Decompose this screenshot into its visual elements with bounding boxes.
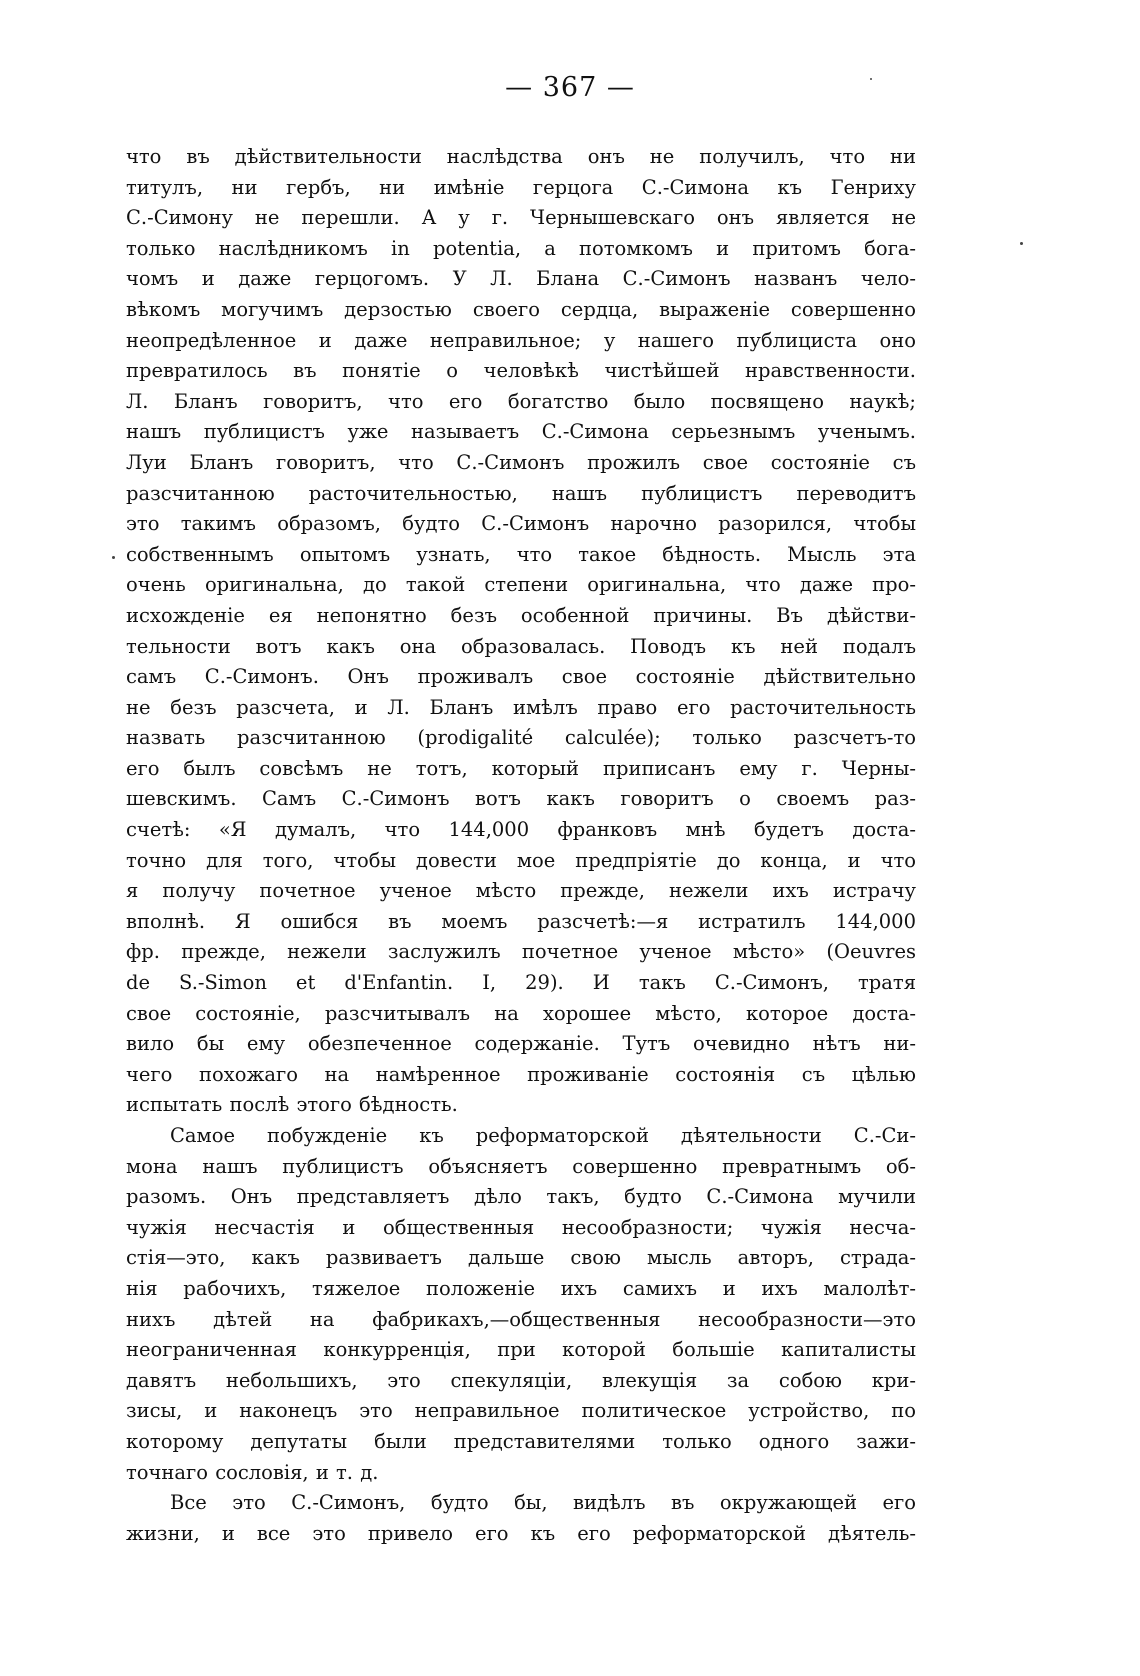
text-line: собственнымъ опытомъ узнать, что такое бѣдность. Мысль эта [126, 542, 916, 566]
text-line: свое состояніе, разсчитывалъ на хорошее мѣсто, которое доста- [126, 1001, 916, 1025]
page-number: — 367 — [505, 72, 635, 103]
scan-speck [112, 556, 115, 559]
scan-speck [870, 78, 872, 80]
text-line: фр. прежде, нежели заслужилъ почетное ученое мѣсто» (Oeuvres [126, 940, 916, 964]
text-line: счетѣ: «Я думалъ, что 144,000 франковъ мнѣ будетъ доста- [126, 818, 916, 842]
text-line: это такимъ образомъ, будто С.-Симонъ нарочно разорился, чтобы [126, 512, 916, 536]
text-line: очень оригинальна, до такой степени оригинальна, что даже про- [126, 573, 916, 597]
text-line: Самое побужденіе къ реформаторской дѣятельности С.-Си- [170, 1124, 916, 1147]
text-line: чего похожаго на намѣренное проживаніе состоянія съ цѣлью [126, 1062, 916, 1086]
text-line: не безъ разсчета, и Л. Бланъ имѣлъ право его расточительность [126, 695, 916, 719]
text-line: стія—это, какъ развиваетъ дальше свою мысль авторъ, страда- [126, 1246, 916, 1270]
text-line: шевскимъ. Самъ С.-Симонъ вотъ какъ говоритъ о своемъ раз- [126, 787, 916, 811]
text-line: неопредѣленное и даже неправильное; у нашего публициста оно [126, 328, 916, 352]
text-line: нихъ дѣтей на фабрикахъ,—общественныя несообразности—это [126, 1307, 916, 1331]
text-line: только наслѣдникомъ in potentia, а потомкомъ и притомъ бога- [126, 236, 916, 260]
text-line: исхожденіе ея непонятно безъ особенной причины. Въ дѣйстви- [126, 603, 916, 627]
text-line: тельности вотъ какъ она образовалась. Поводъ къ ней подалъ [126, 634, 916, 658]
scan-speck [1020, 242, 1023, 245]
text-line: точнаго сословія, и т. д. [126, 1460, 379, 1484]
text-line: вѣкомъ могучимъ дерзостью своего сердца, выраженіе совершенно [126, 297, 916, 321]
text-line: назвать разсчитанною (prodigalité calculée); только разсчетъ-то [126, 726, 916, 750]
text-line: которому депутаты были представителями только одного зажи- [126, 1429, 916, 1453]
text-line: вило бы ему обезпеченное содержаніе. Тутъ очевидно нѣтъ ни- [126, 1032, 916, 1056]
text-line: зисы, и наконецъ это неправильное политическое устройство, по [126, 1399, 916, 1423]
text-line: нія рабочихъ, тяжелое положеніе ихъ самихъ и ихъ малолѣт- [126, 1276, 916, 1300]
text-line: самъ С.-Симонъ. Онъ проживалъ свое состояніе дѣйствительно [126, 665, 916, 689]
text-line: разсчитанною расточительностью, нашъ публицистъ переводитъ [126, 481, 916, 505]
text-line: жизни, и все это привело его къ его реформаторской дѣятель- [126, 1521, 916, 1545]
text-line: давятъ небольшихъ, это спекуляціи, влекущія за собою кри- [126, 1368, 916, 1392]
text-line: С.-Симону не перешли. А у г. Чернышевскаго онъ является не [126, 206, 916, 230]
text-line: испытать послѣ этого бѣдность. [126, 1093, 458, 1117]
text-line: что въ дѣйствительности наслѣдства онъ не получилъ, что ни [126, 145, 916, 168]
body-text [126, 142, 916, 1549]
text-line: вполнѣ. Я ошибся въ моемъ разсчетѣ:—я истратилъ 144,000 [126, 909, 916, 933]
text-line: нашъ публицистъ уже называетъ С.-Симона серьезнымъ ученымъ. [126, 420, 916, 444]
text-line: его былъ совсѣмъ не тотъ, который приписанъ ему г. Черны- [126, 756, 916, 780]
text-line: Луи Бланъ говоритъ, что С.-Симонъ прожилъ свое состояніе съ [126, 450, 916, 474]
text-line: de S.-Simon et d'Enfantin. I, 29). И такъ С.-Симонъ, тратя [126, 971, 916, 995]
text-line: чомъ и даже герцогомъ. У Л. Блана С.-Симонъ названъ чело- [126, 267, 916, 291]
text-line: я получу почетное ученое мѣсто прежде, нежели ихъ истрачу [126, 879, 916, 903]
text-line: титулъ, ни гербъ, ни имѣніе герцога С.-Симона къ Генриху [126, 175, 916, 199]
text-line: неограниченная конкурренція, при которой большіе капиталисты [126, 1338, 916, 1362]
text-line: Все это С.-Симонъ, будто бы, видѣлъ въ окружающей его [170, 1491, 916, 1515]
text-line: мона нашъ публицистъ объясняетъ совершенно превратнымъ об- [126, 1154, 916, 1178]
text-line: чужія несчастія и общественныя несообразности; чужія несча- [126, 1215, 916, 1239]
text-line: превратилось въ понятіе о человѣкѣ чистѣйшей нравственности. [126, 359, 916, 383]
text-line: Л. Бланъ говоритъ, что его богатство было посвящено наукѣ; [126, 389, 916, 413]
text-line: разомъ. Онъ представляетъ дѣло такъ, будто С.-Симона мучили [126, 1185, 916, 1209]
text-line: точно для того, чтобы довести мое предпріятіе до конца, и что [126, 848, 916, 872]
